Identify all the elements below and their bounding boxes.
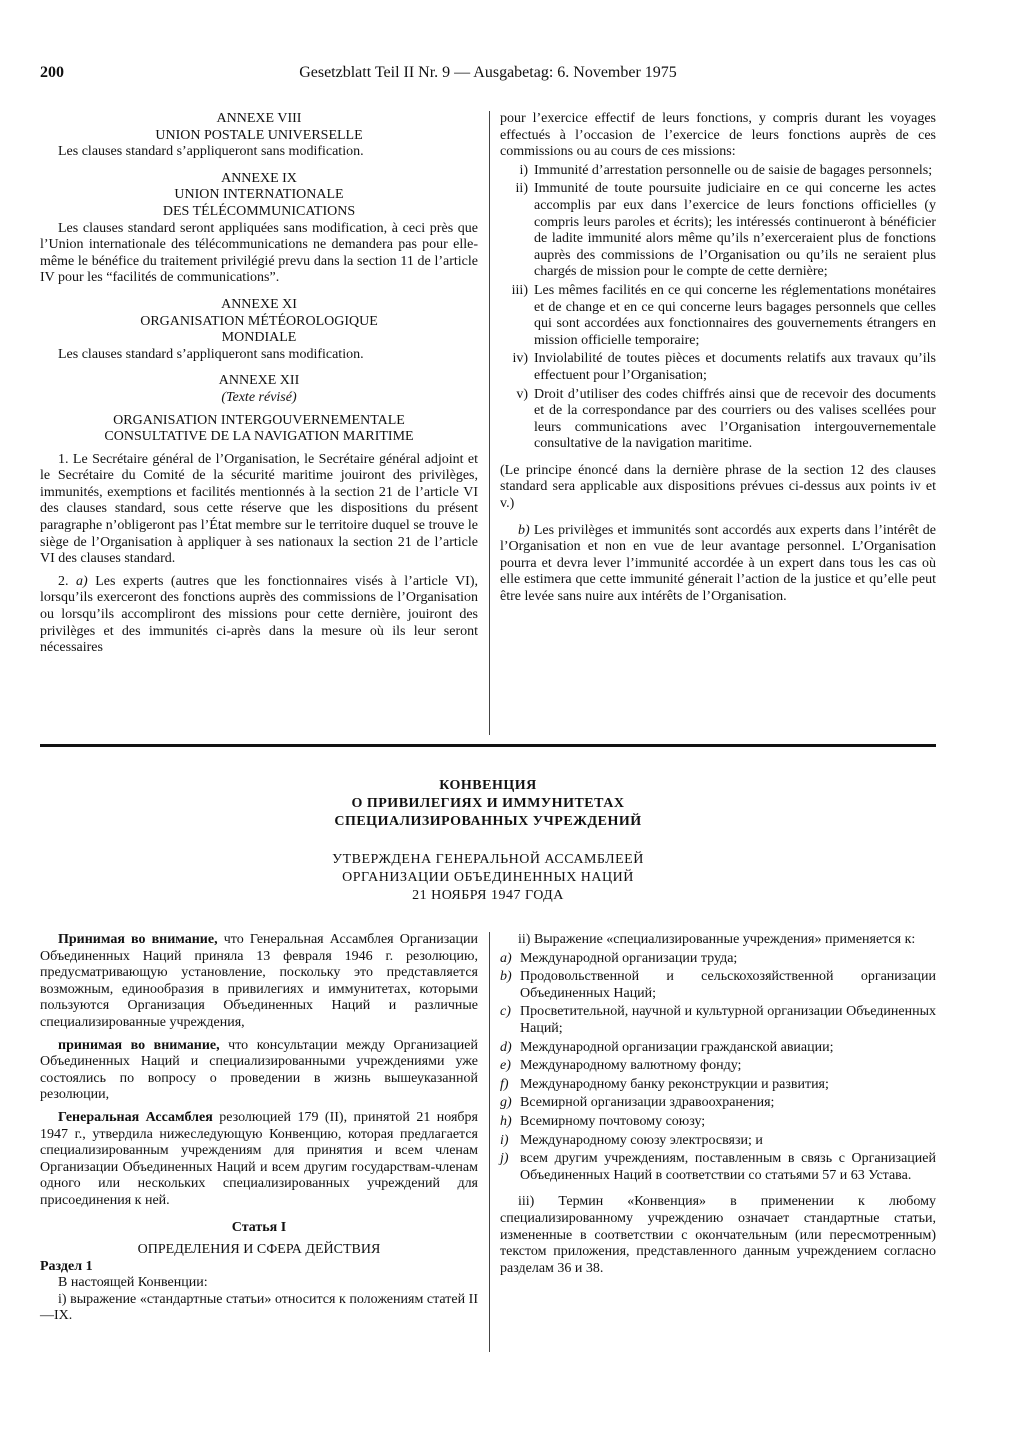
list-item-text: Les mêmes facilités en ce qui concerne les réglementations monétaires et de change et en ce qui concerne leurs bagages personnels que celles qui sont accordées aux fonctionnaires des gouvernements étrangers en mission officielle temporaire;: [534, 282, 936, 348]
list-item-text: Международному валютному фонду;: [520, 1058, 742, 1074]
list-item-text: Международной организации труда;: [520, 950, 738, 966]
list-item-label: iv): [512, 351, 528, 367]
list-item-label: j): [500, 1151, 509, 1167]
list-item-text: Просветительной, научной и культурной организации Объединенных Наций;: [520, 1004, 936, 1036]
section-intro: В настоящей Конвенции:: [58, 1275, 208, 1291]
list-item-label: i): [519, 162, 528, 178]
convention-approval: [40, 851, 936, 905]
list-item-label: f): [500, 1076, 509, 1092]
preamble-2-lead: принимая во внимание,: [58, 1037, 220, 1053]
preamble-paragraph-2: [40, 1038, 478, 1104]
preamble-1-text: что Генеральная Ассамблея Организации Объединенных Наций приняла 13 февраля 1946 г. резолюцию, предусматривающую установление, поскольку это представляется возможным, единообразия в привилегиях и иммунитетах, которыми пользуются Организация Объединенных Наций и различные специализированные учреждения,: [40, 932, 478, 1030]
convention-title-line1: КОНВЕНЦИЯ: [439, 778, 537, 793]
list-item-label: a): [500, 950, 512, 966]
list-item-text: Продовольственной и сельскохозяйственной организации Объединенных Наций;: [520, 969, 936, 1001]
annex-ix-org-line1: UNION INTERNATIONALE: [174, 187, 344, 203]
list-item-text: Immunité de toute poursuite judiciaire en ce qui concerne les actes accomplis par eux dans l’exercice de leurs fonctions officielles (y compris leurs paroles et écrits); les intéressés continueront à bénéficier de ladite immunité alors même qu’ils n’exerceraient plus de fonctions auprès des commissions de l’Organisation ou qu’ils ne seraient plus chargés de mission pour le compte de cette dernière;: [534, 181, 936, 280]
annex-xi-text: Les clauses standard s’appliqueront sans modification.: [58, 346, 364, 362]
gazette-title: Gesetzblatt Teil II Nr. 9 — Ausgabetag: 6. November 1975: [299, 64, 677, 81]
preamble-3-lead: Генеральная Ассамблея: [58, 1109, 213, 1125]
list-item: [500, 1040, 936, 1057]
list-item: [500, 1058, 936, 1075]
list-item-label: ii): [515, 181, 528, 197]
list-item: [500, 163, 936, 180]
list-item-text: Droit d’utiliser des codes chiffrés ainsi que de recevoir des documents et de la correspondance par des courriers ou des valises scellées pour leurs communications avec l’Organisation intergouvernementale consultative de la navigation maritime.: [534, 386, 936, 452]
definition-i: i) выражение «стандартные статьи» относится к положениям статей II—IX.: [40, 1291, 478, 1324]
annex-xii-org-line2: CONSULTATIVE DE LA NAVIGATION MARITIME: [104, 429, 414, 445]
convention-title-line2: О ПРИВИЛЕГИЯХ И ИММУНИТЕТАХ: [351, 796, 625, 811]
list-item-label: c): [500, 1004, 511, 1020]
list-item-text: Inviolabilité de toutes pièces et documents relatifs aux travaux qu’ils effectuent pour l’Organisation;: [534, 351, 936, 383]
list-item-text: Всемирной организации здравоохранения;: [520, 1095, 775, 1111]
annex-xi-org-line1: ORGANISATION MÉTÉOROLOGIQUE: [140, 313, 378, 329]
list-item: [500, 951, 936, 968]
list-item-text: всем другим учреждениям, поставленным в связь с Организацией Объединенных Наций в соответствии со статьями 57 и 63 Устава.: [520, 1151, 936, 1183]
preamble-2-text: что консультации между Организацией Объединенных Наций и специализированными учреждениями уже состоялись по вопросу о проведении в жизнь вышеуказанной резолюции,: [40, 1037, 478, 1103]
list-item-label: h): [500, 1113, 512, 1129]
annex-xii-org-line1: ORGANISATION INTERGOUVERNEMENTALE: [113, 412, 405, 428]
list-item-text: Всемирному почтовому союзу;: [520, 1113, 706, 1129]
preamble-1-lead: Принимая во внимание,: [58, 932, 218, 947]
page-number: 200: [40, 64, 64, 81]
annex-xii-paragraph-2: [40, 574, 478, 657]
immunity-list: [500, 163, 936, 453]
annex-xii-paragraph-b: [500, 523, 936, 606]
annex-xii-note: (Le principe énoncé dans la dernière phrase de la section 12 des clauses standard sera applicable aux dispositions prévues ci-dessus aux points iv et v.): [500, 462, 936, 512]
list-item-label: i): [500, 1132, 509, 1148]
list-item-label: v): [516, 386, 528, 402]
list-item: [500, 1114, 936, 1131]
list-item-label: iii): [511, 282, 528, 298]
preamble-paragraph-1: [40, 932, 478, 1032]
russian-left-column: [40, 932, 478, 1325]
agencies-list: [500, 951, 936, 1185]
annex-ix-heading: ANNEXE IX: [221, 170, 297, 186]
list-item-label: b): [500, 969, 512, 985]
annex-xii-subheading: (Texte révisé): [221, 389, 297, 405]
russian-right-column: [500, 932, 936, 1277]
paragraph-b-letter: b): [518, 522, 530, 538]
annex-xii-paragraph-1: 1. Le Secrétaire général de l’Organisation, le Secrétaire général adjoint et le Secrétaire du Comité de la sécurité maritime jouiront des privilèges, immunités, exemptions et facilités mentionnés à la section 21 de l’article VI des clauses standard, sous cette réserve que les dispositions du présent paragraphe n’obligeront pas l’État membre sur le territoire duquel se trouve le siège de l’Organisation à appliquer à ses nationaux la section 21 de l’article VI des clauses standard.: [40, 451, 478, 567]
convention-title: [40, 777, 936, 831]
annex-xi-org-line2: MONDIALE: [221, 330, 297, 346]
section-heading: Раздел 1: [40, 1258, 93, 1274]
paragraph-2-text: Les experts (autres que les fonctionnaires visés à l’article VI), lorsqu’ils exerceront des fonctions auprès des commissions de l’Organisation ou lorsqu’ils accompliront des missions pour cette dernière, jouiront des privilèges et des immunités ci-après dans la mesure où ils leur seront nécessaires: [40, 573, 479, 656]
preamble-paragraph-3: [40, 1110, 478, 1210]
list-item: [500, 283, 936, 349]
annex-ix-text: Les clauses standard seront appliquées sans modification, à ceci près que l’Union internationale des télécommunications ne demandera pas pour elle-même le bénéfice du traitement privilégié prevu dans la section 11 de l’article IV pour les “facilités de communications”.: [40, 220, 478, 286]
list-item-label: d): [500, 1039, 512, 1055]
article-heading: Статья I: [231, 1219, 287, 1235]
convention-title-line3: СПЕЦИАЛИЗИРОВАННЫХ УЧРЕЖДЕНИЙ: [334, 814, 642, 829]
list-item: [500, 351, 936, 384]
annex-xii-continuation: pour l’exercice effectif de leurs fonctions, y compris durant les voyages effectués à l’occasion de l’exercice de leurs fonctions auprès de ces commissions ou au cours de ces missions:: [500, 111, 936, 160]
column-divider-bottom: [489, 932, 490, 1352]
definition-iii: iii) Термин «Конвенция» в применении к любому специализированному учреждению означает стандартные статьи, измененные в соответствии с окончательным (или пересмотренным) текстом приложения, представленного данным учреждением согласно разделам 36 и 38.: [500, 1194, 936, 1276]
list-item-label: e): [500, 1058, 511, 1074]
list-item-text: Международному банку реконструкции и развития;: [520, 1076, 829, 1092]
list-item-label: g): [500, 1095, 512, 1111]
french-right-column: [500, 111, 936, 606]
list-item: [500, 181, 936, 281]
approval-line2: ОРГАНИЗАЦИИ ОБЪЕДИНЕННЫХ НАЦИЙ: [342, 870, 634, 885]
list-item: [500, 1133, 936, 1150]
annex-xii-heading: ANNEXE XII: [218, 373, 300, 389]
list-item: [500, 387, 936, 453]
list-item-text: Международной организации гражданской авиации;: [520, 1039, 834, 1055]
paragraph-2-number: 2.: [58, 573, 77, 589]
preamble-3-text: резолюцией 179 (II), принятой 21 ноября 1947 г., утвердила нижеследующую Конвенцию, которая предлагается специализированным учреждениям для принятия и всем членам Организации Объединенных Наций и всем другим государствам-членам одного или нескольких специализированных учреждений для присоединения к ней.: [40, 1109, 478, 1208]
annex-viii-text: Les clauses standard s’appliqueront sans modification.: [58, 144, 364, 160]
page-header: [40, 64, 936, 88]
annex-viii-heading: ANNEXE VIII: [216, 111, 302, 126]
definition-ii: ii) Выражение «специализированные учреждения» применяется к:: [518, 932, 916, 947]
section-separator: [40, 744, 936, 747]
list-item: [500, 969, 936, 1002]
annex-xi-heading: ANNEXE XI: [221, 296, 297, 312]
list-item: [500, 1151, 936, 1184]
column-divider-top: [489, 111, 490, 735]
list-item: [500, 1004, 936, 1037]
french-left-column: [40, 111, 478, 657]
list-item: [500, 1077, 936, 1094]
paragraph-b-text: Les privilèges et immunités sont accordés aux experts dans l’intérêt de l’Organisation et non en vue de leur avantage personnel. L’Organisation pourra et devra lever l’immunité accordée à un expert dans tous les cas où elle estimera que cette immunité génerait l’action de la justice et qu’elle peut être levée sans nuire aux intérêts de l’Organisation.: [500, 522, 936, 605]
article-title: ОПРЕДЕЛЕНИЯ И СФЕРА ДЕЙСТВИЯ: [137, 1242, 381, 1258]
approval-date: 21 НОЯБРЯ 1947 ГОДА: [412, 888, 564, 903]
annex-ix-org-line2: DES TÉLÉCOMMUNICATIONS: [162, 203, 356, 219]
list-item-text: Международному союзу электросвязи; и: [520, 1132, 763, 1148]
annex-viii-org: UNION POSTALE UNIVERSELLE: [155, 127, 363, 143]
list-item-text: Immunité d’arrestation personnelle ou de saisie de bagages personnels;: [534, 162, 933, 178]
paragraph-2-letter: a): [76, 573, 88, 589]
list-item: [500, 1095, 936, 1112]
approval-line1: УТВЕРЖДЕНА ГЕНЕРАЛЬНОЙ АССАМБЛЕЕЙ: [332, 852, 644, 867]
